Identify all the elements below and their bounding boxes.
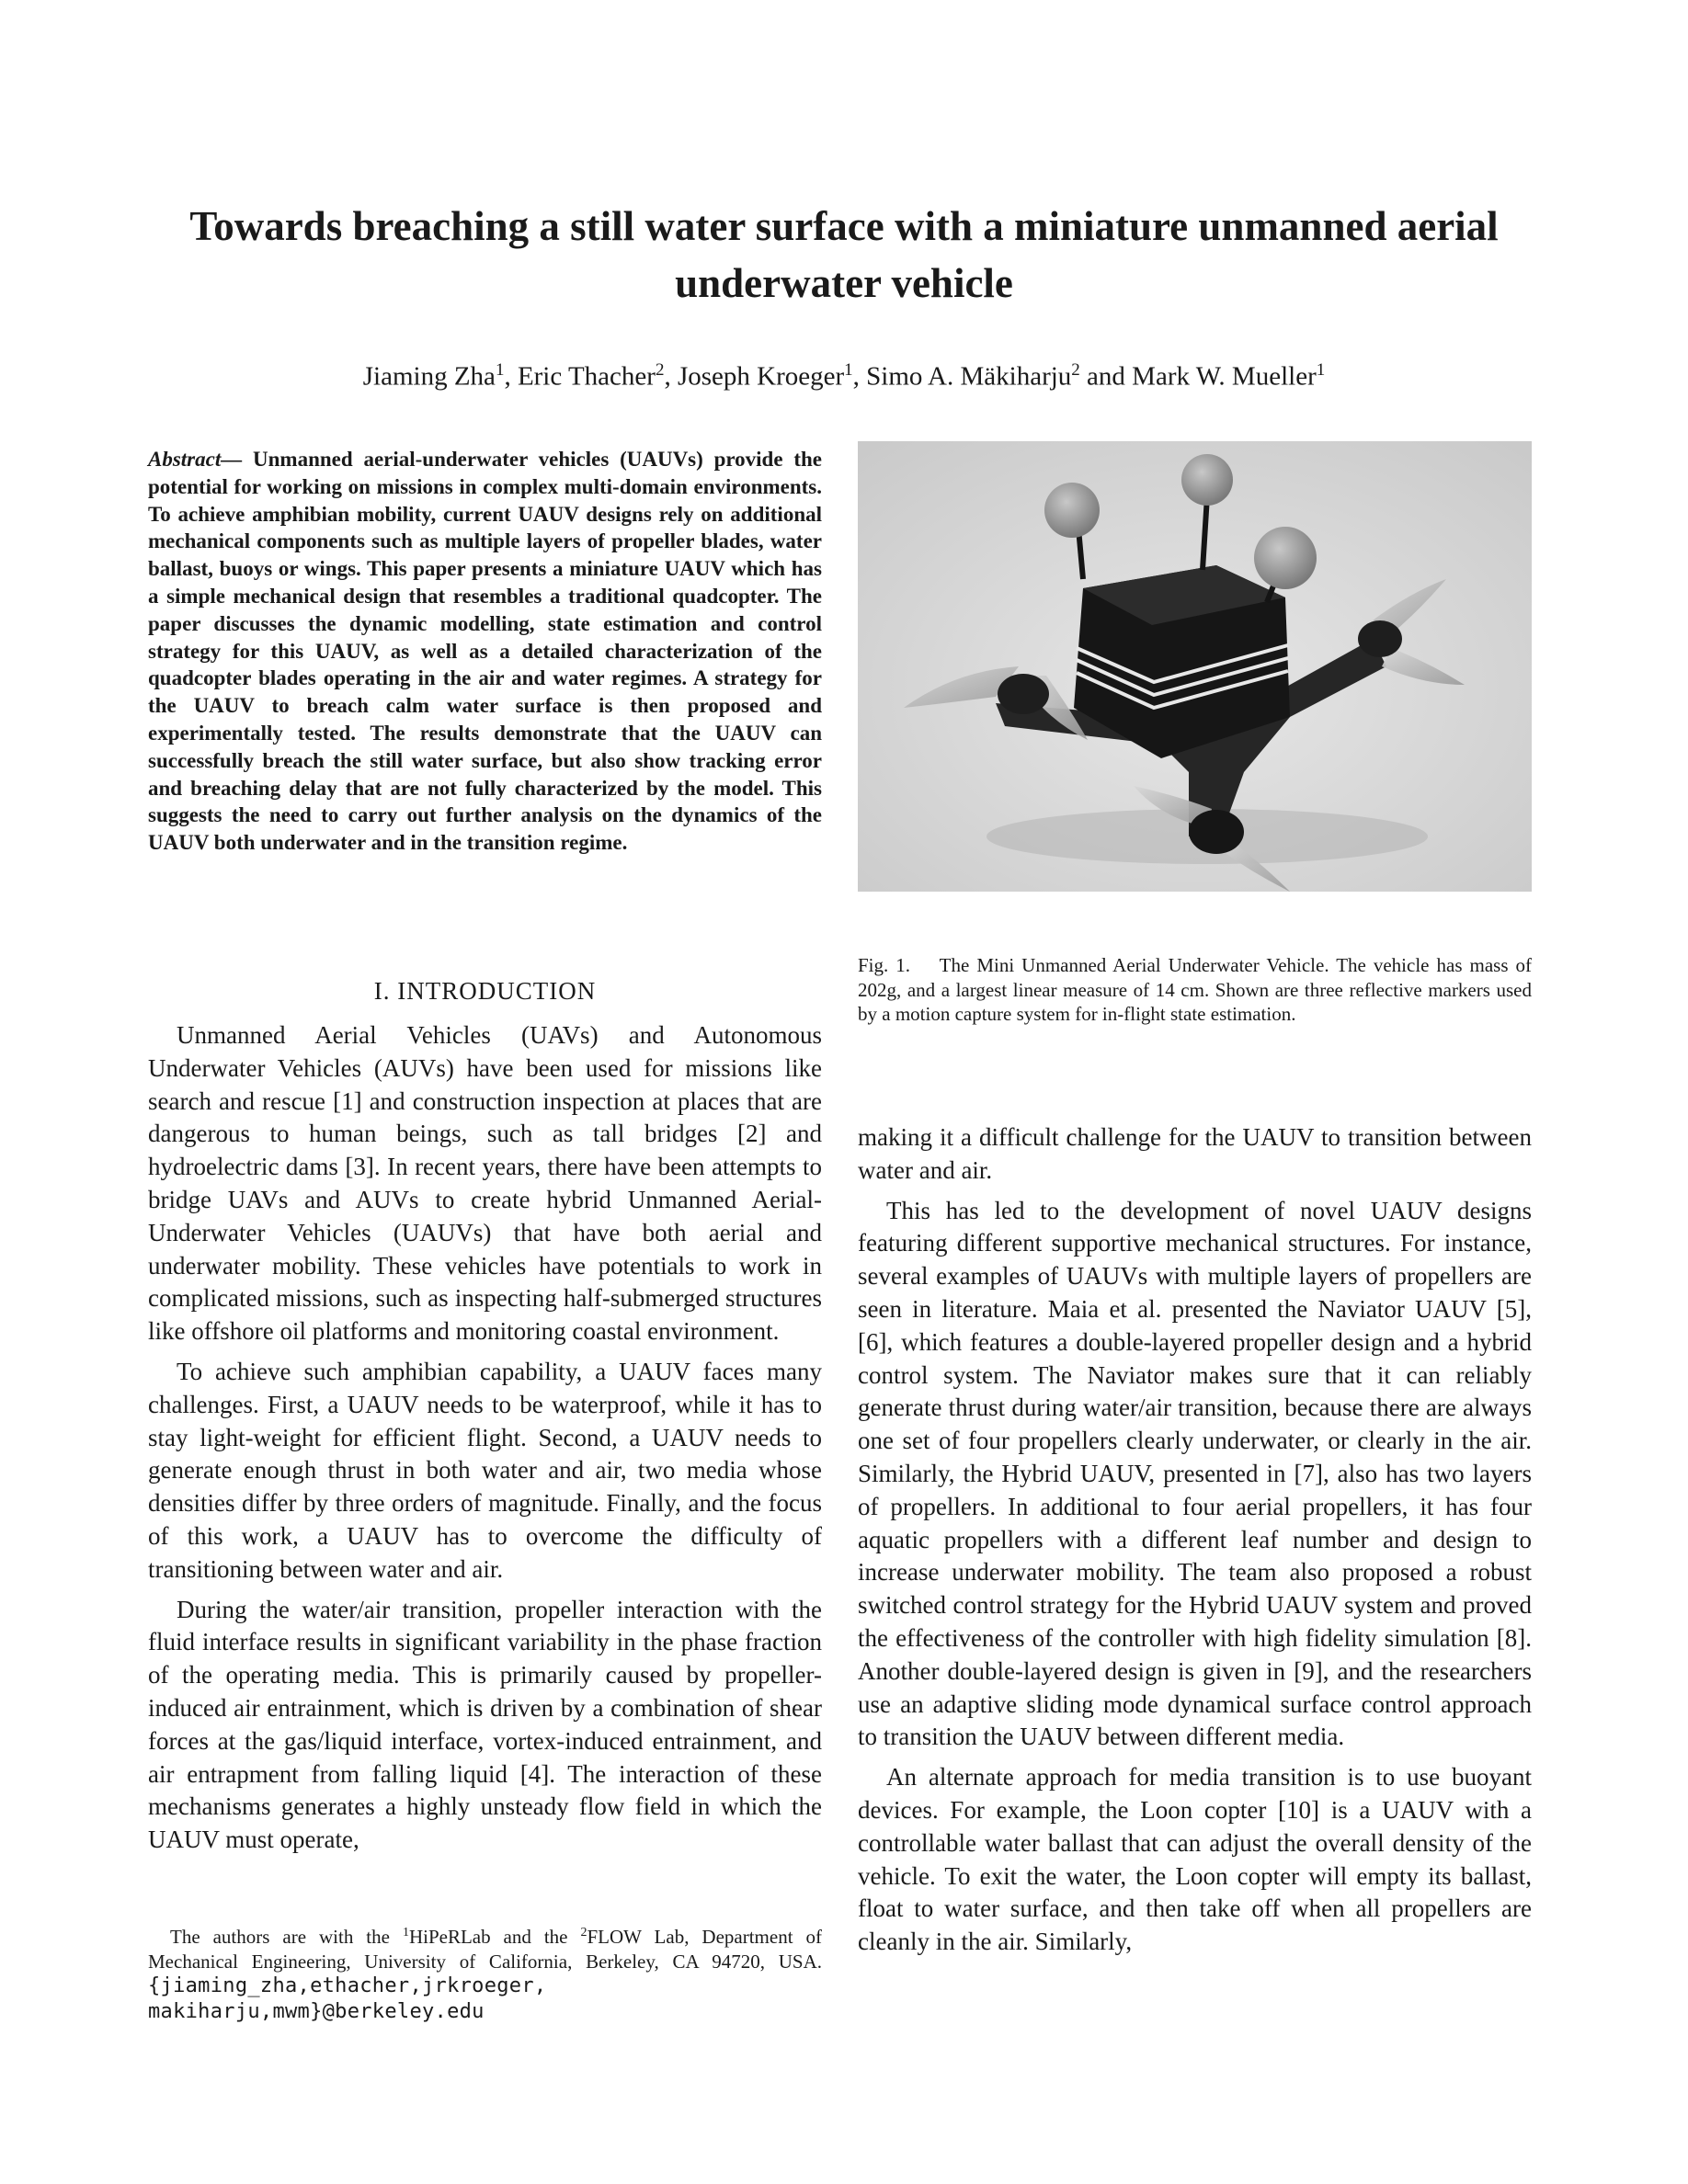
body-paragraph: During the water/air transition, propeller interaction with the fluid interface results in significant variability in the phase fraction of the operating media. This is primarily caused by propeller-induced air entrainment, which is driven by a combination of shear forces at the gas/liquid interface, vortex-induced entrainment, and air entrapment from falling liquid [4]. The interaction of these mechanisms generates a highly unsteady flow field in which the UAUV must operate, <box>148 1595 822 1854</box>
author-affiliation: 1 <box>495 360 505 380</box>
author-affiliation: 2 <box>655 360 665 380</box>
abstract <box>148 446 822 857</box>
footnote-affiliation: 1 <box>402 1926 409 1939</box>
right-column-body <box>858 1121 1532 1966</box>
body-paragraph: This has led to the development of novel UAUV designs featuring different supportive mechanical structures. For instance, several examples of UAUVs with multiple layers of propellers are seen in literature. Maia et al. presented the Naviator UAUV [5], [6], which features a double-layered propeller design and a hybrid control system. The Naviator makes sure that it can reliably generate thrust during water/air transition, because there are always one set of four propellers clearly underwater, or clearly in the air. Similarly, the Hybrid UAUV, presented in [7], also has two layers of propellers. In additional to four aerial propellers, it has four aquatic propellers with a different leaf number and design to increase underwater mobility. The team also proposed a robust switched control strategy for the Hybrid UAUV system and proved the effectiveness of the controller with high fidelity simulation [8]. Another double-layered design is given in [9], and the researchers use an adaptive sliding mode dynamical surface control approach to transition the UAUV between different media. <box>858 1196 1532 1751</box>
figure-caption: Fig. 1. The Mini Unmanned Aerial Underwater Vehicle. The vehicle has mass of 202g, and a largest linear measure of 14 cm. Shown are three reflective markers used by a motion capture system for in-flight state estimation. <box>858 954 1537 1025</box>
author-name: Joseph Kroeger <box>677 361 845 392</box>
section-heading-introduction: I. INTRODUCTION <box>373 977 597 1005</box>
left-column-body <box>148 1019 822 1864</box>
author-name: Mark W. Mueller <box>1132 361 1317 392</box>
author-separator: , <box>664 361 678 392</box>
author-separator: , <box>504 361 518 392</box>
author-affiliation: 1 <box>1316 360 1326 380</box>
author-name: Simo A. Mäkiharju <box>866 361 1072 392</box>
author-affiliation: 2 <box>1071 360 1080 380</box>
author-footnote <box>148 1921 822 2024</box>
abstract-text: Unmanned aerial-underwater vehicles (UAUVs) provide the potential for working on missions in complex multi-domain environments. To achieve amphibian mobility, current UAUV designs rely on additional mechanical components such as multiple layers of propeller blades, water ballast, buoys or wings. This paper presents a miniature UAUV which has a simple mechanical design that resembles a traditional quadcopter. The paper discusses the dynamic modelling, state estimation and control strategy for this UAUV, as well as a detailed characterization of the quadcopter blades operating in the air and water regimes. A strategy for the UAUV to breach calm water surface is then proposed and experimentally tested. The results demonstrate that the UAUV can successfully breach the still water surface, but also show tracking error and breaching delay that are not fully characterized by the model. This suggests the need to carry out further analysis on the dynamics of the UAUV both underwater and in the transition regime. <box>148 448 822 855</box>
author-name: Jiaming Zha <box>362 361 496 392</box>
footnote-affiliation: 2 <box>580 1926 587 1939</box>
body-paragraph: making it a difficult challenge for the UAUV to transition between water and air. <box>858 1123 1532 1184</box>
figure-uauv-photo <box>858 441 1532 892</box>
author-separator: and <box>1079 361 1133 392</box>
footnote-text: FLOW Lab, Department of Mechanical Engineering, University of California, Berkeley, CA 94720, USA. <box>148 1926 822 1973</box>
paper-title: Towards breaching a still water surface with a miniature unmanned aerial underwater vehicle <box>189 203 1499 306</box>
body-paragraph: To achieve such amphibian capability, a UAUV faces many challenges. First, a UAUV needs to be waterproof, while it has to stay light-weight for efficient flight. Second, a UAUV needs to generate enough thrust in both water and air, two media whose densities differ by three orders of magnitude. Finally, and the focus of this work, a UAUV has to overcome the difficulty of transitioning between water and air. <box>148 1357 822 1583</box>
author-affiliation: 1 <box>844 360 853 380</box>
body-paragraph: Unmanned Aerial Vehicles (UAVs) and Autonomous Underwater Vehicles (AUVs) have been used for missions like search and rescue [1] and construction inspection at places that are dangerous to human beings, such as tall bridges [2] and hydroelectric dams [3]. In recent years, there have been attempts to bridge UAVs and AUVs to create hybrid Unmanned Aerial-Underwater Vehicles (UAUVs) that have both aerial and underwater mobility. These vehicles have potentials to work in complicated missions, such as inspecting half-submerged structures like offshore oil platforms and monitoring coastal environment. <box>148 1021 822 1346</box>
author-name: Eric Thacher <box>517 361 656 392</box>
abstract-lead: Abstract— <box>148 448 243 471</box>
author-emails: {jiaming_zha,ethacher,jrkroeger, makiharju,mwm}@berkeley.edu <box>148 1974 547 2023</box>
footnote-text: The authors are with the <box>170 1926 403 1948</box>
body-paragraph: An alternate approach for media transition is to use buoyant devices. For example, the Loon copter [10] is a UAUV with a controllable water ballast that can adjust the overall density of the vehicle. To exit the water, the Loon copter will empty its ballast, float to water surface, and then take off when all propellers are cleanly in the air. Similarly, <box>858 1763 1532 1956</box>
author-list <box>138 354 1550 393</box>
author-separator: , <box>852 361 867 392</box>
footnote-text: HiPeRLab and the <box>408 1926 581 1948</box>
